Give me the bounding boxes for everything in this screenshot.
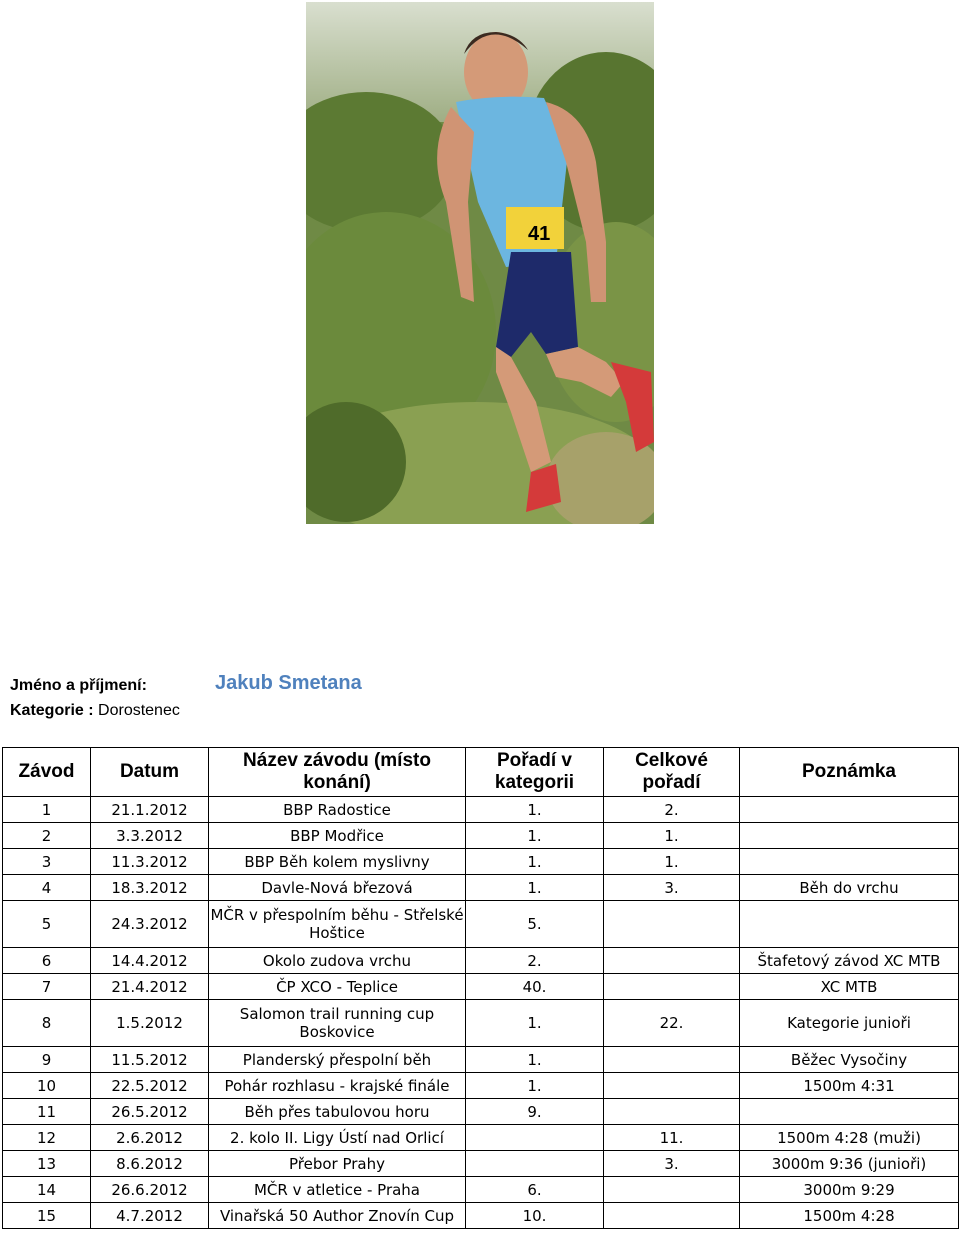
cell-celkove: 1.	[604, 823, 740, 849]
cell-poznamka	[740, 1099, 959, 1125]
cell-poznamka: 3000m 9:29	[740, 1177, 959, 1203]
cell-poznamka: Běh do vrchu	[740, 875, 959, 901]
cell-kategorie: 2.	[466, 948, 604, 974]
cell-poznamka: Běžec Vysočiny	[740, 1047, 959, 1073]
table-row	[3, 1000, 959, 1047]
table-row	[3, 1151, 959, 1177]
cell-kategorie: 1.	[466, 849, 604, 875]
cell-poznamka: Kategorie junioři	[740, 1000, 959, 1047]
cell-datum: 26.6.2012	[91, 1177, 209, 1203]
cell-celkove: 2.	[604, 797, 740, 823]
cell-kategorie	[466, 1125, 604, 1151]
cell-celkove: 3.	[604, 1151, 740, 1177]
cell-nazev: BBP Modřice	[209, 823, 466, 849]
cell-zavod: 7	[3, 974, 91, 1000]
cell-celkove	[604, 1177, 740, 1203]
cell-kategorie	[466, 1151, 604, 1177]
cell-zavod: 15	[3, 1203, 91, 1229]
cell-zavod: 6	[3, 948, 91, 974]
cell-nazev: Vinařská 50 Author Znovín Cup	[209, 1203, 466, 1229]
cell-celkove	[604, 974, 740, 1000]
cell-kategorie: 6.	[466, 1177, 604, 1203]
cell-kategorie: 1.	[466, 1000, 604, 1047]
cell-nazev: Pohár rozhlasu - krajské finále	[209, 1073, 466, 1099]
cell-datum: 22.5.2012	[91, 1073, 209, 1099]
cell-datum: 3.3.2012	[91, 823, 209, 849]
cell-poznamka	[740, 849, 959, 875]
table-row	[3, 849, 959, 875]
cell-kategorie: 10.	[466, 1203, 604, 1229]
header-poznamka: Poznámka	[740, 748, 959, 797]
table-row	[3, 1203, 959, 1229]
cell-poznamka: Štafetový závod XC MTB	[740, 948, 959, 974]
header-datum: Datum	[91, 748, 209, 797]
results-table	[2, 747, 959, 1229]
cell-celkove	[604, 901, 740, 948]
cell-nazev: ČP XCO - Teplice	[209, 974, 466, 1000]
table-row	[3, 823, 959, 849]
cell-zavod: 3	[3, 849, 91, 875]
cell-celkove: 1.	[604, 849, 740, 875]
cell-kategorie: 9.	[466, 1099, 604, 1125]
category-value: Dorostenec	[98, 702, 180, 719]
cell-datum: 4.7.2012	[91, 1203, 209, 1229]
cell-datum: 11.5.2012	[91, 1047, 209, 1073]
cell-celkove	[604, 1099, 740, 1125]
cell-poznamka	[740, 797, 959, 823]
cell-datum: 24.3.2012	[91, 901, 209, 948]
cell-datum: 21.1.2012	[91, 797, 209, 823]
cell-nazev: Přebor Prahy	[209, 1151, 466, 1177]
cell-datum: 21.4.2012	[91, 974, 209, 1000]
cell-zavod: 8	[3, 1000, 91, 1047]
cell-nazev: Planderský přespolní běh	[209, 1047, 466, 1073]
cell-nazev: BBP Běh kolem myslivny	[209, 849, 466, 875]
name-label: Jméno a příjmení:	[10, 677, 147, 694]
table-row	[3, 1047, 959, 1073]
cell-nazev: BBP Radostice	[209, 797, 466, 823]
cell-poznamka	[740, 901, 959, 948]
cell-zavod: 2	[3, 823, 91, 849]
cell-poznamka: 1500m 4:28 (muži)	[740, 1125, 959, 1151]
table-row	[3, 1073, 959, 1099]
category-line	[10, 702, 180, 720]
cell-kategorie: 40.	[466, 974, 604, 1000]
cell-datum: 14.4.2012	[91, 948, 209, 974]
cell-kategorie: 1.	[466, 823, 604, 849]
cell-zavod: 10	[3, 1073, 91, 1099]
cell-datum: 11.3.2012	[91, 849, 209, 875]
cell-zavod: 4	[3, 875, 91, 901]
runner-name: Jakub Smetana	[215, 672, 362, 694]
cell-zavod: 13	[3, 1151, 91, 1177]
table-row	[3, 797, 959, 823]
cell-kategorie: 1.	[466, 1047, 604, 1073]
cell-kategorie: 5.	[466, 901, 604, 948]
cell-zavod: 12	[3, 1125, 91, 1151]
cell-zavod: 14	[3, 1177, 91, 1203]
cell-datum: 8.6.2012	[91, 1151, 209, 1177]
table-row	[3, 1125, 959, 1151]
cell-zavod: 11	[3, 1099, 91, 1125]
cell-celkove: 22.	[604, 1000, 740, 1047]
cell-datum: 1.5.2012	[91, 1000, 209, 1047]
cell-nazev: Salomon trail running cup Boskovice	[209, 1000, 466, 1047]
table-row	[3, 901, 959, 948]
cell-nazev: Okolo zudova vrchu	[209, 948, 466, 974]
cell-celkove: 3.	[604, 875, 740, 901]
cell-zavod: 9	[3, 1047, 91, 1073]
cell-celkove	[604, 1047, 740, 1073]
svg-text:41: 41	[528, 223, 551, 245]
table-row	[3, 1099, 959, 1125]
cell-kategorie: 1.	[466, 1073, 604, 1099]
cell-poznamka	[740, 823, 959, 849]
cell-poznamka: 3000m 9:36 (junioři)	[740, 1151, 959, 1177]
cell-kategorie: 1.	[466, 875, 604, 901]
cell-kategorie: 1.	[466, 797, 604, 823]
header-celkove-poradi: Celkové pořadí	[604, 748, 740, 797]
runner-photo	[306, 2, 654, 524]
cell-celkove	[604, 948, 740, 974]
cell-nazev: 2. kolo II. Ligy Ústí nad Orlicí	[209, 1125, 466, 1151]
header-zavod: Závod	[3, 748, 91, 797]
cell-zavod: 5	[3, 901, 91, 948]
cell-nazev: Davle-Nová březová	[209, 875, 466, 901]
cell-poznamka: XC MTB	[740, 974, 959, 1000]
table-row	[3, 875, 959, 901]
cell-poznamka: 1500m 4:31	[740, 1073, 959, 1099]
cell-datum: 26.5.2012	[91, 1099, 209, 1125]
table-row	[3, 1177, 959, 1203]
category-label: Kategorie :	[10, 702, 94, 719]
cell-nazev: Běh přes tabulovou horu	[209, 1099, 466, 1125]
cell-celkove	[604, 1073, 740, 1099]
cell-zavod: 1	[3, 797, 91, 823]
cell-datum: 18.3.2012	[91, 875, 209, 901]
cell-celkove: 11.	[604, 1125, 740, 1151]
header-nazev: Název závodu (místo konání)	[209, 748, 466, 797]
cell-poznamka: 1500m 4:28	[740, 1203, 959, 1229]
cell-datum: 2.6.2012	[91, 1125, 209, 1151]
cell-celkove	[604, 1203, 740, 1229]
table-header-row	[3, 748, 959, 797]
cell-nazev: MČR v přespolním běhu - Střelské Hoštice	[209, 901, 466, 948]
header-poradi-kategorie: Pořadí v kategorii	[466, 748, 604, 797]
table-row	[3, 948, 959, 974]
table-row	[3, 974, 959, 1000]
cell-nazev: MČR v atletice - Praha	[209, 1177, 466, 1203]
